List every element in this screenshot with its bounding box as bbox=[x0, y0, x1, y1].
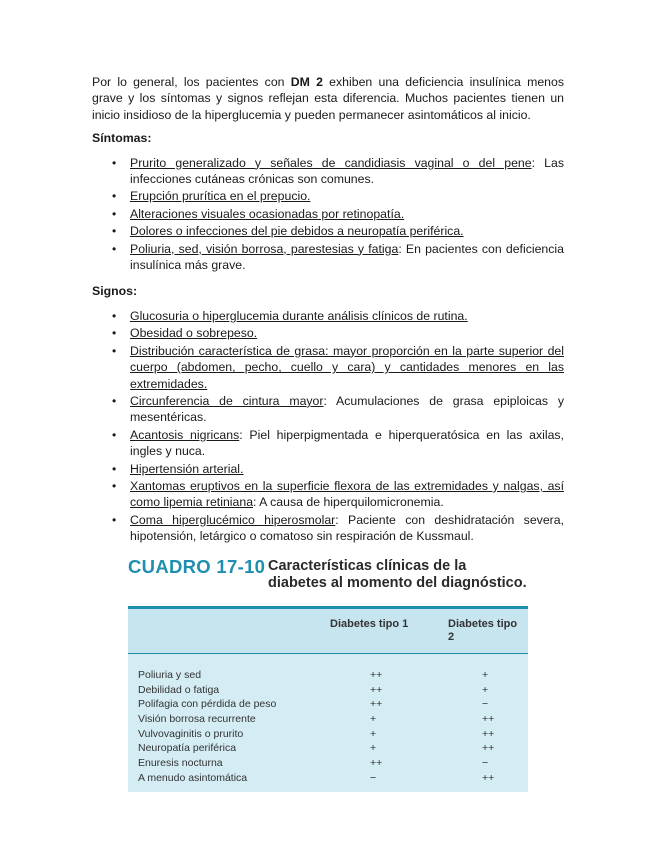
table-row: Visión borrosa recurrente + ++ bbox=[138, 713, 495, 726]
bullet-icon: • bbox=[112, 206, 117, 221]
list-item: • Dolores o infecciones del pie debidos a neuropatía periférica. bbox=[112, 224, 464, 239]
table-row: Neuropatía periférica + ++ bbox=[138, 742, 495, 755]
intro-text: Por lo general, los pacientes con bbox=[92, 75, 291, 89]
table-box bbox=[128, 606, 528, 792]
list-item: • Distribución característica de grasa: mayor proporción en la parte superior del cuerpo (abdomen, pecho, cuello y cara) y cantidades menores en las extremidades. bbox=[112, 343, 564, 391]
signos-heading: Signos: bbox=[92, 284, 138, 299]
table-title: Características clínicas de la diabetes al momento del diagnóstico. bbox=[268, 558, 527, 591]
bullet-icon: • bbox=[112, 241, 117, 256]
table-row: Poliuria y sed ++ + bbox=[138, 669, 489, 681]
sintomas-heading: Síntomas: bbox=[92, 131, 152, 146]
intro-bold: DM 2 bbox=[290, 75, 323, 89]
intro-text-cont: exhiben una deficiencia insulínica menos grave y los síntomas y signos reflejan esta diferencia. Muchos pacientes tienen un inicio insidioso de la hiperglucemia y pueden permanecer asintomáticos al inicio. bbox=[92, 75, 564, 122]
list-item: • Coma hiperglucémico hiperosmolar: Paciente con deshidratación severa, hipotensión, letárgico o comatoso sin respiración de Kussmaul. bbox=[112, 512, 565, 544]
bullet-icon: • bbox=[112, 427, 117, 442]
list-item: • Prurito generalizado y señales de candidiasis vaginal o del pene: Las infecciones cutáneas crónicas son comunes. bbox=[112, 155, 564, 187]
list-item: • Poliuria, sed, visión borrosa, parestesias y fatiga: En pacientes con deficiencia insulínica más grave. bbox=[112, 241, 564, 273]
list-item: • Obesidad o sobrepeso. bbox=[112, 326, 258, 341]
bullet-icon: • bbox=[112, 393, 117, 408]
list-item: • Xantomas eruptivos en la superficie flexora de las extremidades y nalgas, así como lipemia retiniana: A causa de hiperquilomicronemia. bbox=[112, 478, 564, 510]
table-number: CUADRO 17-10 bbox=[128, 556, 266, 577]
table-heading bbox=[128, 556, 528, 592]
col-header-type2: Diabetes tipo 2 bbox=[448, 618, 518, 643]
list-item: • Glucosuria o hiperglucemia durante análisis clínicos de rutina. bbox=[112, 308, 468, 323]
bullet-icon: • bbox=[112, 461, 117, 476]
bullet-icon: • bbox=[112, 326, 117, 341]
list-item: • Acantosis nigricans: Piel hiperpigmentada e hiperqueratósica en las axilas, ingles y nuca. bbox=[112, 427, 564, 459]
table-row: Vulvovaginitis o prurito + ++ bbox=[138, 727, 495, 740]
bullet-icon: • bbox=[112, 478, 117, 493]
list-item: • Hipertensión arterial. bbox=[112, 461, 244, 476]
col-header-type1: Diabetes tipo 1 bbox=[330, 618, 409, 630]
header-spacer bbox=[128, 609, 330, 653]
table-row: Polifagia con pérdida de peso ++ − bbox=[138, 698, 489, 711]
list-item: • Alteraciones visuales ocasionadas por retinopatía. bbox=[112, 206, 405, 221]
bullet-icon: • bbox=[112, 155, 117, 170]
list-item: • Circunferencia de cintura mayor: Acumulaciones de grasa epiploicas y mesentéricas. bbox=[112, 393, 564, 425]
bullet-icon: • bbox=[112, 189, 117, 204]
table-body bbox=[128, 654, 528, 786]
table-row: Debilidad o fatiga ++ + bbox=[138, 683, 489, 696]
bullet-icon: • bbox=[112, 308, 117, 323]
table-row: A menudo asintomática − ++ bbox=[138, 771, 495, 784]
list-item: • Erupción prurítica en el prepucio. bbox=[112, 189, 311, 204]
sintomas-list bbox=[92, 155, 564, 274]
intro-paragraph bbox=[92, 74, 564, 123]
table-row: Enuresis nocturna ++ − bbox=[138, 757, 489, 770]
bullet-icon: • bbox=[112, 512, 117, 527]
bullet-icon: • bbox=[112, 224, 117, 239]
text-content bbox=[92, 74, 564, 555]
signos-list bbox=[92, 308, 564, 545]
clinical-table bbox=[128, 556, 528, 792]
bullet-icon: • bbox=[112, 343, 117, 358]
table-header-row bbox=[128, 609, 528, 654]
